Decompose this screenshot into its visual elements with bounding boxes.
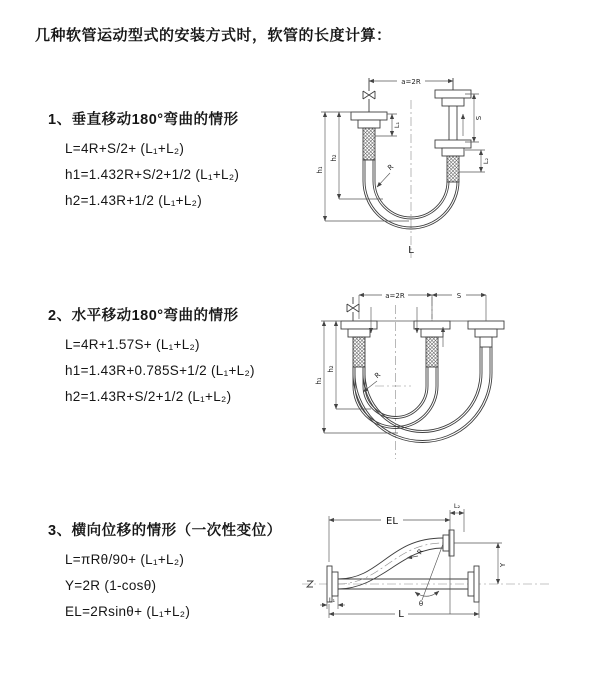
right-fitting-displaced	[468, 321, 504, 347]
section-vertical-bend	[48, 108, 239, 219]
hose-stub	[480, 337, 492, 347]
dim-label-h2: h₂	[330, 154, 338, 162]
flange	[468, 572, 474, 596]
diagram-lateral-displacement	[296, 496, 558, 650]
section-lateral-displacement	[48, 519, 282, 630]
diagram-horizontal-bend	[313, 281, 541, 469]
hose-displaced-s-curve	[338, 538, 443, 589]
dim-label-l1: L₁	[393, 121, 401, 129]
flange	[474, 566, 479, 602]
flange	[435, 140, 471, 148]
formula-line: h2=1.43R+S/2+1/2 (L₁+L₂)	[65, 389, 232, 404]
dim-label-a2r: a=2R	[385, 292, 405, 300]
dim-label-l2: L₂	[482, 157, 490, 165]
right-fitting-displaced	[443, 530, 454, 556]
dim-label-l1: L₁	[328, 596, 336, 604]
radius-label: R	[373, 370, 383, 381]
length-label: L	[408, 245, 414, 256]
right-fitting-original	[468, 566, 479, 602]
flange	[442, 148, 464, 156]
flange	[475, 329, 497, 337]
formula-line: EL=2Rsinθ+ (L₁+L₂)	[65, 604, 191, 619]
flange	[414, 321, 450, 329]
braided-hose-section	[426, 337, 438, 367]
dim-label-h2: h₂	[327, 365, 335, 373]
radius-construction-line	[422, 536, 446, 600]
formula-line: h1=1.432R+S/2+1/2 (L₁+L₂)	[65, 167, 240, 182]
valve-icon	[363, 78, 375, 112]
hose-u-bend-displaced	[353, 347, 492, 443]
dim-label-l2: L₂	[453, 502, 461, 510]
dimension-lines	[315, 290, 486, 433]
dim-label-el: EL	[386, 516, 398, 527]
section-horizontal-bend	[48, 304, 255, 415]
diagram-vertical-bend	[313, 66, 541, 263]
flange	[348, 329, 370, 337]
braided-hose-section	[353, 337, 365, 367]
flange	[442, 98, 464, 106]
radius-label: R	[415, 547, 426, 557]
braided-hose-section	[363, 128, 375, 160]
dim-label-y: Y	[499, 562, 507, 568]
formula-line: L=4R+1.57S+ (L₁+L₂)	[65, 337, 200, 352]
section-heading: 3、横向位移的情形（一次性变位）	[48, 523, 282, 539]
flange	[332, 572, 338, 596]
formula-line: h1=1.43R+0.785S+1/2 (L₁+L₂)	[65, 363, 255, 378]
braided-hose-section	[447, 156, 459, 182]
dim-label-h1: h₁	[316, 166, 324, 174]
flange	[468, 321, 504, 329]
angle-label-theta: θ	[418, 600, 424, 608]
flange	[443, 535, 449, 551]
formula-line: h2=1.43R+1/2 (L₁+L₂)	[65, 193, 203, 208]
flange	[341, 321, 377, 329]
flange	[351, 112, 387, 120]
formula-line: L=πRθ/90+ (L₁+L₂)	[65, 552, 185, 567]
page-title: 几种软管运动型式的安装方式时，软管的长度计算：	[35, 27, 392, 44]
radius-label: R	[386, 162, 396, 173]
flange	[358, 120, 380, 128]
middle-fitting	[414, 321, 450, 367]
dim-label-s: S	[456, 292, 462, 300]
dim-label-l: L	[398, 609, 404, 620]
valve-icon	[347, 297, 359, 321]
formula-line: L=4R+S/2+ (L₁+L₂)	[65, 141, 185, 156]
dimension-lines	[320, 502, 507, 620]
formula-line: Y=2R (1-cosθ)	[65, 578, 157, 593]
dim-label-a2r: a=2R	[401, 78, 421, 86]
dim-label-h1: h₁	[315, 377, 323, 385]
right-fitting	[435, 78, 471, 182]
section-heading: 1、垂直移动180°弯曲的情形	[48, 112, 239, 128]
dim-label-s: S	[475, 115, 483, 121]
section-heading: 2、水平移动180°弯曲的情形	[48, 308, 239, 324]
left-fitting	[351, 78, 387, 160]
flange	[421, 329, 443, 337]
